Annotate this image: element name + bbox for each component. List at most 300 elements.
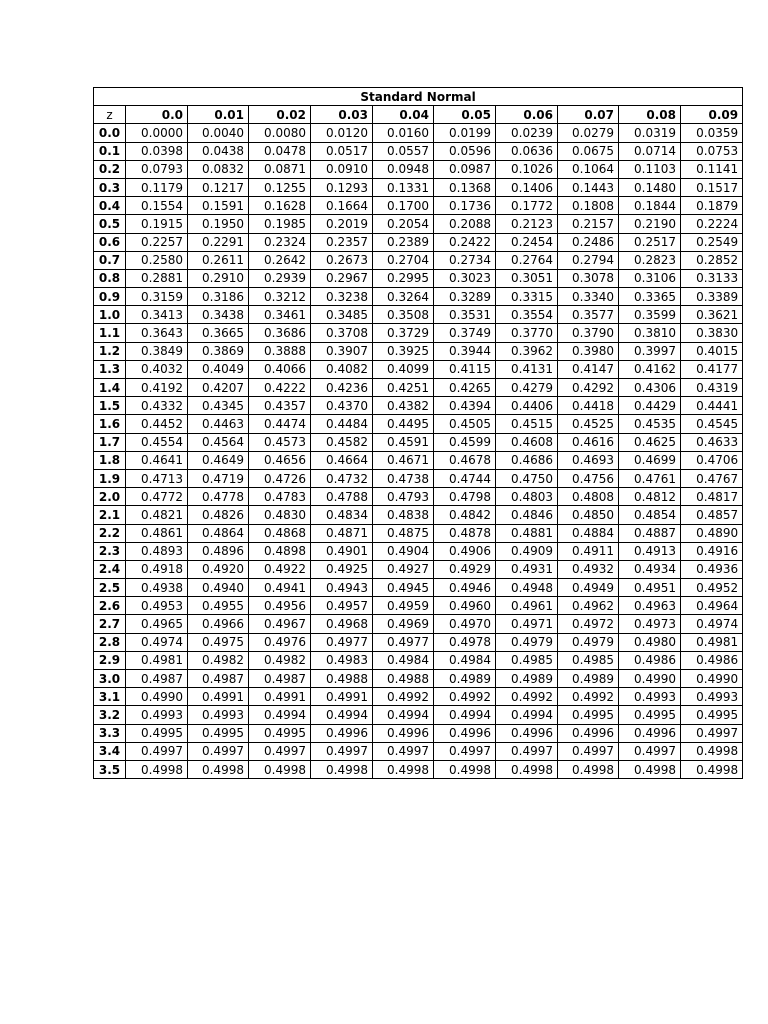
probability-cell: 0.4956 bbox=[249, 597, 311, 615]
probability-cell: 0.2611 bbox=[188, 251, 249, 269]
probability-cell: 0.4962 bbox=[558, 597, 619, 615]
probability-cell: 0.2580 bbox=[126, 251, 188, 269]
table-row bbox=[94, 197, 743, 215]
probability-cell: 0.2967 bbox=[311, 269, 373, 287]
probability-cell: 0.3365 bbox=[619, 288, 681, 306]
probability-cell: 0.4982 bbox=[249, 651, 311, 669]
probability-cell: 0.4976 bbox=[249, 633, 311, 651]
z-value-cell: 2.7 bbox=[94, 615, 126, 633]
probability-cell: 0.0359 bbox=[681, 124, 743, 142]
probability-cell: 0.1517 bbox=[681, 178, 743, 196]
probability-cell: 0.0793 bbox=[126, 160, 188, 178]
probability-cell: 0.4884 bbox=[558, 524, 619, 542]
probability-cell: 0.4515 bbox=[496, 415, 558, 433]
probability-cell: 0.4625 bbox=[619, 433, 681, 451]
probability-cell: 0.2794 bbox=[558, 251, 619, 269]
probability-cell: 0.3888 bbox=[249, 342, 311, 360]
probability-cell: 0.0040 bbox=[188, 124, 249, 142]
probability-cell: 0.4992 bbox=[373, 688, 434, 706]
probability-cell: 0.4998 bbox=[311, 760, 373, 778]
probability-cell: 0.1985 bbox=[249, 215, 311, 233]
probability-cell: 0.1808 bbox=[558, 197, 619, 215]
probability-cell: 0.1736 bbox=[434, 197, 496, 215]
probability-cell: 0.4995 bbox=[249, 724, 311, 742]
probability-cell: 0.3830 bbox=[681, 324, 743, 342]
probability-cell: 0.3212 bbox=[249, 288, 311, 306]
probability-cell: 0.3944 bbox=[434, 342, 496, 360]
probability-cell: 0.3643 bbox=[126, 324, 188, 342]
probability-cell: 0.4963 bbox=[619, 597, 681, 615]
probability-cell: 0.2224 bbox=[681, 215, 743, 233]
probability-cell: 0.3665 bbox=[188, 324, 249, 342]
column-header: 0.0 bbox=[126, 106, 188, 124]
probability-cell: 0.4995 bbox=[558, 706, 619, 724]
table-row bbox=[94, 670, 743, 688]
probability-cell: 0.4987 bbox=[249, 670, 311, 688]
probability-cell: 0.4992 bbox=[496, 688, 558, 706]
probability-cell: 0.4995 bbox=[681, 706, 743, 724]
probability-cell: 0.4994 bbox=[373, 706, 434, 724]
probability-cell: 0.2088 bbox=[434, 215, 496, 233]
probability-cell: 0.3438 bbox=[188, 306, 249, 324]
probability-cell: 0.4997 bbox=[249, 742, 311, 760]
table-row bbox=[94, 142, 743, 160]
probability-cell: 0.4418 bbox=[558, 397, 619, 415]
table-row bbox=[94, 397, 743, 415]
probability-cell: 0.2642 bbox=[249, 251, 311, 269]
z-value-cell: 1.4 bbox=[94, 379, 126, 397]
probability-cell: 0.0120 bbox=[311, 124, 373, 142]
z-value-cell: 2.1 bbox=[94, 506, 126, 524]
probability-cell: 0.3264 bbox=[373, 288, 434, 306]
table-row bbox=[94, 706, 743, 724]
probability-cell: 0.4955 bbox=[188, 597, 249, 615]
table-row bbox=[94, 269, 743, 287]
probability-cell: 0.4898 bbox=[249, 542, 311, 560]
probability-cell: 0.1700 bbox=[373, 197, 434, 215]
probability-cell: 0.4998 bbox=[619, 760, 681, 778]
probability-cell: 0.4678 bbox=[434, 451, 496, 469]
table-row bbox=[94, 379, 743, 397]
probability-cell: 0.4946 bbox=[434, 579, 496, 597]
probability-cell: 0.4236 bbox=[311, 379, 373, 397]
probability-cell: 0.4429 bbox=[619, 397, 681, 415]
probability-cell: 0.3340 bbox=[558, 288, 619, 306]
probability-cell: 0.3554 bbox=[496, 306, 558, 324]
probability-cell: 0.2910 bbox=[188, 269, 249, 287]
probability-cell: 0.3599 bbox=[619, 306, 681, 324]
probability-cell: 0.4319 bbox=[681, 379, 743, 397]
z-value-cell: 0.9 bbox=[94, 288, 126, 306]
probability-cell: 0.4162 bbox=[619, 360, 681, 378]
probability-cell: 0.4996 bbox=[373, 724, 434, 742]
probability-cell: 0.1179 bbox=[126, 178, 188, 196]
table-row bbox=[94, 597, 743, 615]
probability-cell: 0.4996 bbox=[311, 724, 373, 742]
probability-cell: 0.2517 bbox=[619, 233, 681, 251]
probability-cell: 0.0080 bbox=[249, 124, 311, 142]
probability-cell: 0.4969 bbox=[373, 615, 434, 633]
probability-cell: 0.1628 bbox=[249, 197, 311, 215]
probability-cell: 0.0478 bbox=[249, 142, 311, 160]
probability-cell: 0.2881 bbox=[126, 269, 188, 287]
probability-cell: 0.4192 bbox=[126, 379, 188, 397]
probability-cell: 0.0832 bbox=[188, 160, 249, 178]
table-body bbox=[94, 124, 743, 779]
z-value-cell: 1.5 bbox=[94, 397, 126, 415]
probability-cell: 0.1950 bbox=[188, 215, 249, 233]
z-value-cell: 1.7 bbox=[94, 433, 126, 451]
probability-cell: 0.4995 bbox=[188, 724, 249, 742]
probability-cell: 0.2734 bbox=[434, 251, 496, 269]
probability-cell: 0.2995 bbox=[373, 269, 434, 287]
probability-cell: 0.4948 bbox=[496, 579, 558, 597]
probability-cell: 0.4656 bbox=[249, 451, 311, 469]
probability-cell: 0.4996 bbox=[558, 724, 619, 742]
table-row bbox=[94, 415, 743, 433]
z-value-cell: 0.0 bbox=[94, 124, 126, 142]
table-row bbox=[94, 451, 743, 469]
probability-cell: 0.4406 bbox=[496, 397, 558, 415]
probability-cell: 0.1368 bbox=[434, 178, 496, 196]
probability-cell: 0.4989 bbox=[496, 670, 558, 688]
probability-cell: 0.4951 bbox=[619, 579, 681, 597]
z-value-cell: 1.3 bbox=[94, 360, 126, 378]
probability-cell: 0.4878 bbox=[434, 524, 496, 542]
probability-cell: 0.1591 bbox=[188, 197, 249, 215]
table-row bbox=[94, 124, 743, 142]
probability-cell: 0.3186 bbox=[188, 288, 249, 306]
probability-cell: 0.2054 bbox=[373, 215, 434, 233]
probability-cell: 0.3078 bbox=[558, 269, 619, 287]
probability-cell: 0.4564 bbox=[188, 433, 249, 451]
probability-cell: 0.2019 bbox=[311, 215, 373, 233]
probability-cell: 0.0675 bbox=[558, 142, 619, 160]
probability-cell: 0.4474 bbox=[249, 415, 311, 433]
z-value-cell: 2.0 bbox=[94, 488, 126, 506]
probability-cell: 0.4251 bbox=[373, 379, 434, 397]
probability-cell: 0.0279 bbox=[558, 124, 619, 142]
probability-cell: 0.4993 bbox=[681, 688, 743, 706]
probability-cell: 0.0596 bbox=[434, 142, 496, 160]
probability-cell: 0.4868 bbox=[249, 524, 311, 542]
probability-cell: 0.4981 bbox=[681, 633, 743, 651]
probability-cell: 0.4370 bbox=[311, 397, 373, 415]
probability-cell: 0.4115 bbox=[434, 360, 496, 378]
probability-cell: 0.1480 bbox=[619, 178, 681, 196]
probability-cell: 0.4997 bbox=[619, 742, 681, 760]
probability-cell: 0.4994 bbox=[311, 706, 373, 724]
probability-cell: 0.4994 bbox=[434, 706, 496, 724]
probability-cell: 0.3749 bbox=[434, 324, 496, 342]
probability-cell: 0.4990 bbox=[681, 670, 743, 688]
probability-cell: 0.2549 bbox=[681, 233, 743, 251]
probability-cell: 0.4929 bbox=[434, 560, 496, 578]
probability-cell: 0.3621 bbox=[681, 306, 743, 324]
probability-cell: 0.0948 bbox=[373, 160, 434, 178]
probability-cell: 0.3729 bbox=[373, 324, 434, 342]
probability-cell: 0.4978 bbox=[434, 633, 496, 651]
probability-cell: 0.4664 bbox=[311, 451, 373, 469]
probability-cell: 0.4826 bbox=[188, 506, 249, 524]
probability-cell: 0.4997 bbox=[373, 742, 434, 760]
probability-cell: 0.4306 bbox=[619, 379, 681, 397]
probability-cell: 0.4778 bbox=[188, 488, 249, 506]
probability-cell: 0.4913 bbox=[619, 542, 681, 560]
probability-cell: 0.4641 bbox=[126, 451, 188, 469]
z-value-cell: 0.2 bbox=[94, 160, 126, 178]
probability-cell: 0.4927 bbox=[373, 560, 434, 578]
probability-cell: 0.2704 bbox=[373, 251, 434, 269]
probability-cell: 0.4177 bbox=[681, 360, 743, 378]
probability-cell: 0.4945 bbox=[373, 579, 434, 597]
probability-cell: 0.4989 bbox=[558, 670, 619, 688]
probability-cell: 0.4032 bbox=[126, 360, 188, 378]
probability-cell: 0.1844 bbox=[619, 197, 681, 215]
table-row bbox=[94, 251, 743, 269]
probability-cell: 0.4049 bbox=[188, 360, 249, 378]
table-row bbox=[94, 760, 743, 778]
probability-cell: 0.4394 bbox=[434, 397, 496, 415]
probability-cell: 0.4279 bbox=[496, 379, 558, 397]
probability-cell: 0.4998 bbox=[373, 760, 434, 778]
title-row bbox=[94, 88, 743, 106]
z-value-cell: 3.3 bbox=[94, 724, 126, 742]
probability-cell: 0.4957 bbox=[311, 597, 373, 615]
table-row bbox=[94, 215, 743, 233]
probability-cell: 0.3810 bbox=[619, 324, 681, 342]
probability-cell: 0.4222 bbox=[249, 379, 311, 397]
probability-cell: 0.4452 bbox=[126, 415, 188, 433]
probability-cell: 0.4744 bbox=[434, 469, 496, 487]
probability-cell: 0.3461 bbox=[249, 306, 311, 324]
table-row bbox=[94, 306, 743, 324]
probability-cell: 0.4936 bbox=[681, 560, 743, 578]
probability-cell: 0.2673 bbox=[311, 251, 373, 269]
probability-cell: 0.4985 bbox=[496, 651, 558, 669]
probability-cell: 0.3315 bbox=[496, 288, 558, 306]
probability-cell: 0.1915 bbox=[126, 215, 188, 233]
column-header: 0.07 bbox=[558, 106, 619, 124]
probability-cell: 0.0438 bbox=[188, 142, 249, 160]
z-value-cell: 2.6 bbox=[94, 597, 126, 615]
column-header: 0.01 bbox=[188, 106, 249, 124]
probability-cell: 0.4838 bbox=[373, 506, 434, 524]
probability-cell: 0.0714 bbox=[619, 142, 681, 160]
probability-cell: 0.4993 bbox=[619, 688, 681, 706]
probability-cell: 0.4988 bbox=[373, 670, 434, 688]
probability-cell: 0.4484 bbox=[311, 415, 373, 433]
z-value-cell: 2.5 bbox=[94, 579, 126, 597]
probability-cell: 0.4906 bbox=[434, 542, 496, 560]
probability-cell: 0.4750 bbox=[496, 469, 558, 487]
z-value-cell: 3.1 bbox=[94, 688, 126, 706]
z-value-cell: 2.2 bbox=[94, 524, 126, 542]
probability-cell: 0.4996 bbox=[496, 724, 558, 742]
probability-cell: 0.4998 bbox=[434, 760, 496, 778]
z-value-cell: 0.8 bbox=[94, 269, 126, 287]
probability-cell: 0.1293 bbox=[311, 178, 373, 196]
probability-cell: 0.4997 bbox=[126, 742, 188, 760]
probability-cell: 0.4554 bbox=[126, 433, 188, 451]
table-row bbox=[94, 615, 743, 633]
z-value-cell: 2.8 bbox=[94, 633, 126, 651]
z-column-header: z bbox=[94, 106, 126, 124]
z-value-cell: 0.7 bbox=[94, 251, 126, 269]
probability-cell: 0.4993 bbox=[126, 706, 188, 724]
table-row bbox=[94, 433, 743, 451]
probability-cell: 0.2454 bbox=[496, 233, 558, 251]
z-value-cell: 3.2 bbox=[94, 706, 126, 724]
table-row bbox=[94, 233, 743, 251]
probability-cell: 0.4808 bbox=[558, 488, 619, 506]
probability-cell: 0.4964 bbox=[681, 597, 743, 615]
probability-cell: 0.2852 bbox=[681, 251, 743, 269]
probability-cell: 0.4961 bbox=[496, 597, 558, 615]
probability-cell: 0.4997 bbox=[558, 742, 619, 760]
probability-cell: 0.3907 bbox=[311, 342, 373, 360]
z-value-cell: 1.8 bbox=[94, 451, 126, 469]
probability-cell: 0.4998 bbox=[496, 760, 558, 778]
probability-cell: 0.0987 bbox=[434, 160, 496, 178]
probability-cell: 0.4788 bbox=[311, 488, 373, 506]
z-value-cell: 1.1 bbox=[94, 324, 126, 342]
probability-cell: 0.0160 bbox=[373, 124, 434, 142]
probability-cell: 0.4987 bbox=[126, 670, 188, 688]
probability-cell: 0.4997 bbox=[496, 742, 558, 760]
probability-cell: 0.0199 bbox=[434, 124, 496, 142]
probability-cell: 0.0398 bbox=[126, 142, 188, 160]
probability-cell: 0.0000 bbox=[126, 124, 188, 142]
probability-cell: 0.1026 bbox=[496, 160, 558, 178]
probability-cell: 0.4987 bbox=[188, 670, 249, 688]
probability-cell: 0.1141 bbox=[681, 160, 743, 178]
probability-cell: 0.4982 bbox=[188, 651, 249, 669]
probability-cell: 0.4998 bbox=[681, 760, 743, 778]
probability-cell: 0.4953 bbox=[126, 597, 188, 615]
probability-cell: 0.2324 bbox=[249, 233, 311, 251]
column-header: 0.03 bbox=[311, 106, 373, 124]
standard-normal-table bbox=[93, 87, 743, 779]
probability-cell: 0.4082 bbox=[311, 360, 373, 378]
probability-cell: 0.1554 bbox=[126, 197, 188, 215]
probability-cell: 0.3849 bbox=[126, 342, 188, 360]
probability-cell: 0.3770 bbox=[496, 324, 558, 342]
probability-cell: 0.4066 bbox=[249, 360, 311, 378]
probability-cell: 0.4495 bbox=[373, 415, 434, 433]
probability-cell: 0.4994 bbox=[249, 706, 311, 724]
probability-cell: 0.0517 bbox=[311, 142, 373, 160]
probability-cell: 0.2823 bbox=[619, 251, 681, 269]
z-value-cell: 3.0 bbox=[94, 670, 126, 688]
column-header: 0.06 bbox=[496, 106, 558, 124]
table-row bbox=[94, 160, 743, 178]
probability-cell: 0.4633 bbox=[681, 433, 743, 451]
z-value-cell: 1.2 bbox=[94, 342, 126, 360]
probability-cell: 0.4998 bbox=[681, 742, 743, 760]
probability-cell: 0.4671 bbox=[373, 451, 434, 469]
probability-cell: 0.4996 bbox=[434, 724, 496, 742]
probability-cell: 0.4573 bbox=[249, 433, 311, 451]
probability-cell: 0.4997 bbox=[434, 742, 496, 760]
table-row bbox=[94, 542, 743, 560]
probability-cell: 0.4207 bbox=[188, 379, 249, 397]
probability-cell: 0.4994 bbox=[496, 706, 558, 724]
probability-cell: 0.4582 bbox=[311, 433, 373, 451]
probability-cell: 0.4995 bbox=[619, 706, 681, 724]
probability-cell: 0.4989 bbox=[434, 670, 496, 688]
probability-cell: 0.4756 bbox=[558, 469, 619, 487]
table-row bbox=[94, 469, 743, 487]
probability-cell: 0.4599 bbox=[434, 433, 496, 451]
probability-cell: 0.4871 bbox=[311, 524, 373, 542]
probability-cell: 0.4985 bbox=[558, 651, 619, 669]
probability-cell: 0.1443 bbox=[558, 178, 619, 196]
probability-cell: 0.1331 bbox=[373, 178, 434, 196]
probability-cell: 0.4997 bbox=[188, 742, 249, 760]
probability-cell: 0.4966 bbox=[188, 615, 249, 633]
probability-cell: 0.4505 bbox=[434, 415, 496, 433]
probability-cell: 0.2764 bbox=[496, 251, 558, 269]
z-value-cell: 0.6 bbox=[94, 233, 126, 251]
probability-cell: 0.4850 bbox=[558, 506, 619, 524]
probability-cell: 0.4959 bbox=[373, 597, 434, 615]
probability-cell: 0.4965 bbox=[126, 615, 188, 633]
probability-cell: 0.4967 bbox=[249, 615, 311, 633]
probability-cell: 0.4693 bbox=[558, 451, 619, 469]
probability-cell: 0.3531 bbox=[434, 306, 496, 324]
probability-cell: 0.4932 bbox=[558, 560, 619, 578]
probability-cell: 0.4834 bbox=[311, 506, 373, 524]
probability-cell: 0.4783 bbox=[249, 488, 311, 506]
probability-cell: 0.4940 bbox=[188, 579, 249, 597]
table-row bbox=[94, 579, 743, 597]
probability-cell: 0.4761 bbox=[619, 469, 681, 487]
probability-cell: 0.1772 bbox=[496, 197, 558, 215]
probability-cell: 0.4901 bbox=[311, 542, 373, 560]
probability-cell: 0.3686 bbox=[249, 324, 311, 342]
probability-cell: 0.4616 bbox=[558, 433, 619, 451]
probability-cell: 0.4842 bbox=[434, 506, 496, 524]
probability-cell: 0.4991 bbox=[188, 688, 249, 706]
probability-cell: 0.4931 bbox=[496, 560, 558, 578]
table-row bbox=[94, 360, 743, 378]
probability-cell: 0.4896 bbox=[188, 542, 249, 560]
probability-cell: 0.4357 bbox=[249, 397, 311, 415]
z-value-cell: 1.0 bbox=[94, 306, 126, 324]
probability-cell: 0.4857 bbox=[681, 506, 743, 524]
probability-cell: 0.3925 bbox=[373, 342, 434, 360]
probability-cell: 0.4916 bbox=[681, 542, 743, 560]
probability-cell: 0.4904 bbox=[373, 542, 434, 560]
column-header: 0.04 bbox=[373, 106, 434, 124]
probability-cell: 0.4846 bbox=[496, 506, 558, 524]
probability-cell: 0.4099 bbox=[373, 360, 434, 378]
probability-cell: 0.4686 bbox=[496, 451, 558, 469]
probability-cell: 0.3980 bbox=[558, 342, 619, 360]
probability-cell: 0.1255 bbox=[249, 178, 311, 196]
probability-cell: 0.4997 bbox=[681, 724, 743, 742]
probability-cell: 0.4977 bbox=[311, 633, 373, 651]
probability-cell: 0.4970 bbox=[434, 615, 496, 633]
probability-cell: 0.2422 bbox=[434, 233, 496, 251]
probability-cell: 0.0319 bbox=[619, 124, 681, 142]
table-row bbox=[94, 724, 743, 742]
probability-cell: 0.4713 bbox=[126, 469, 188, 487]
probability-cell: 0.4738 bbox=[373, 469, 434, 487]
probability-cell: 0.4265 bbox=[434, 379, 496, 397]
probability-cell: 0.4911 bbox=[558, 542, 619, 560]
